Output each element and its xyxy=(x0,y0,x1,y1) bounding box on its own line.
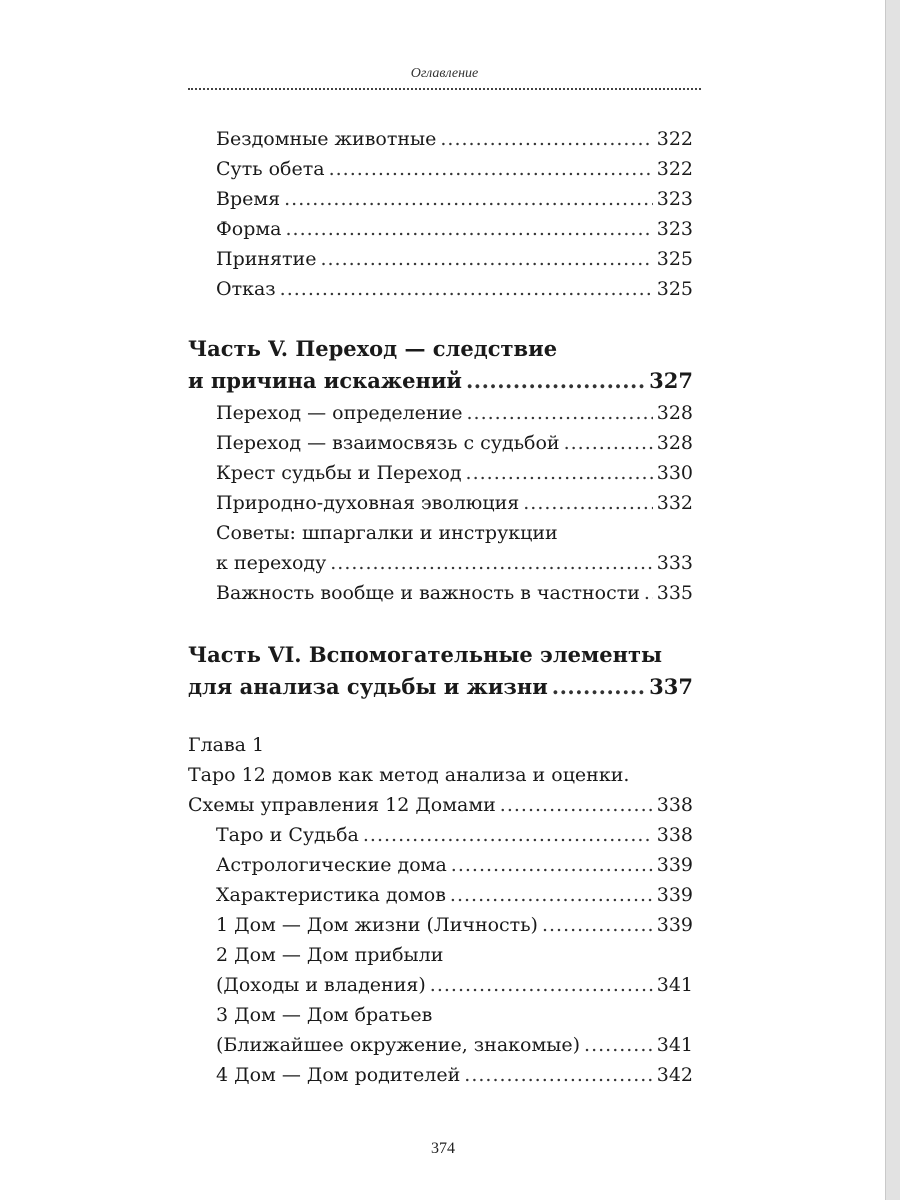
dot-leader xyxy=(500,794,653,816)
toc-entry[interactable] xyxy=(216,522,693,544)
toc-entry-title: Таро и Судьба xyxy=(216,824,359,846)
toc-entry-page: 325 xyxy=(656,248,693,270)
toc-entry[interactable] xyxy=(216,1064,693,1086)
chapter-title-line1: Таро 12 домов как метод анализа и оценки. xyxy=(188,764,630,786)
toc-entry-title: Переход — взаимосвязь с судьбой xyxy=(216,432,560,454)
toc-entry-page: 322 xyxy=(656,128,693,150)
part-title-line1: Часть VI. Вспомогательные элементы xyxy=(188,642,663,667)
toc-entry[interactable] xyxy=(216,188,693,210)
toc-entry-title: Отказ xyxy=(216,278,276,300)
dot-leader xyxy=(363,824,653,846)
toc-entry-title: Крест судьбы и Переход xyxy=(216,462,462,484)
dot-leader xyxy=(284,188,653,210)
toc-entry-page: 332 xyxy=(656,492,693,514)
toc-entry[interactable] xyxy=(216,128,693,150)
toc-entry-title: (Ближайшее окружение, знакомые) xyxy=(216,1034,581,1056)
part-heading[interactable] xyxy=(188,642,693,667)
toc-entry[interactable] xyxy=(216,462,693,484)
dot-leader xyxy=(280,278,653,300)
toc-entry-title: 4 Дом — Дом родителей xyxy=(216,1064,461,1086)
toc-entry-title: Время xyxy=(216,188,281,210)
dot-leader xyxy=(466,462,653,484)
toc-entry-page: 338 xyxy=(656,824,693,846)
chapter-title[interactable] xyxy=(188,764,693,786)
dot-leader xyxy=(451,854,653,876)
toc-entry-page: 322 xyxy=(656,158,693,180)
toc-entry-page: 342 xyxy=(656,1064,693,1086)
toc-entry[interactable] xyxy=(216,402,693,424)
part-heading-continuation[interactable] xyxy=(188,674,693,699)
dot-leader xyxy=(464,1064,652,1086)
toc-entry-title: 1 Дом — Дом жизни (Личность) xyxy=(216,914,538,936)
dot-leader xyxy=(430,974,653,996)
toc-entry-continuation[interactable] xyxy=(216,1034,693,1056)
dot-leader xyxy=(542,914,653,936)
toc-entry[interactable] xyxy=(216,944,693,966)
dot-leader xyxy=(320,248,652,270)
toc-entry-page: 330 xyxy=(656,462,693,484)
toc-entry-title: Суть обета xyxy=(216,158,325,180)
toc-entry-page: 335 xyxy=(656,582,693,604)
dot-leader xyxy=(644,582,653,604)
toc-entry-page: 328 xyxy=(656,402,693,424)
toc-entry-title: к переходу xyxy=(216,552,327,574)
part-title-line2: и причина искажений xyxy=(188,368,462,393)
toc-entry-page: 328 xyxy=(656,432,693,454)
toc-entry-title: 3 Дом — Дом братьев xyxy=(216,1004,433,1026)
toc-entry-title: Советы: шпаргалки и инструкции xyxy=(216,522,558,544)
toc-entry-title: (Доходы и владения) xyxy=(216,974,426,996)
dot-leader xyxy=(285,218,652,240)
toc-entry[interactable] xyxy=(216,492,693,514)
dot-leader xyxy=(466,368,645,393)
toc-entry-page: 323 xyxy=(656,188,693,210)
toc-entry[interactable] xyxy=(216,582,693,604)
toc-entry-page: 325 xyxy=(656,278,693,300)
part-title-line1: Часть V. Переход — следствие xyxy=(188,336,558,361)
toc-entry-page: 339 xyxy=(656,884,693,906)
toc-entry-title: Переход — определение xyxy=(216,402,463,424)
dot-leader xyxy=(467,402,653,424)
dot-leader xyxy=(564,432,653,454)
toc-entry[interactable] xyxy=(216,158,693,180)
part-heading-continuation[interactable] xyxy=(188,368,693,393)
toc-entry-continuation[interactable] xyxy=(216,974,693,996)
toc-entry[interactable] xyxy=(216,854,693,876)
toc-entry[interactable] xyxy=(216,248,693,270)
toc-entry[interactable] xyxy=(216,884,693,906)
toc-entry-page: 341 xyxy=(656,974,693,996)
part-title-line2: для анализа судьбы и жизни xyxy=(188,674,548,699)
toc-entry[interactable] xyxy=(216,1004,693,1026)
page-edge xyxy=(885,0,900,1200)
part-page: 327 xyxy=(649,368,693,393)
toc-entry[interactable] xyxy=(216,278,693,300)
toc-entry-continuation[interactable] xyxy=(216,552,693,574)
toc-entry[interactable] xyxy=(216,824,693,846)
toc-entry-title: Важность вообще и важность в частности xyxy=(216,582,640,604)
dot-leader xyxy=(330,552,652,574)
toc-entry-page: 341 xyxy=(656,1034,693,1056)
toc-entry-title: 2 Дом — Дом прибыли xyxy=(216,944,444,966)
toc-entry-page: 339 xyxy=(656,914,693,936)
dot-leader xyxy=(450,884,653,906)
toc-entry-title: Бездомные животные xyxy=(216,128,437,150)
toc-entry-page: 323 xyxy=(656,218,693,240)
part-heading[interactable] xyxy=(188,336,693,361)
toc-entry-title: Характеристика домов xyxy=(216,884,446,906)
dot-leader xyxy=(552,674,645,699)
toc-entry-title: Природно-духовная эволюция xyxy=(216,492,520,514)
dot-leader xyxy=(440,128,652,150)
toc-entry[interactable] xyxy=(216,218,693,240)
toc-entry-page: 339 xyxy=(656,854,693,876)
toc-entry-title: Принятие xyxy=(216,248,317,270)
toc-entry[interactable] xyxy=(216,914,693,936)
chapter-label-text: Глава 1 xyxy=(188,734,265,756)
chapter-title-continuation[interactable] xyxy=(188,794,693,816)
dot-leader xyxy=(523,492,653,514)
toc-entry-title: Астрологические дома xyxy=(216,854,447,876)
chapter-title-line2: Схемы управления 12 Домами xyxy=(188,794,496,816)
toc-entry-title: Форма xyxy=(216,218,282,240)
page-number: 374 xyxy=(431,1140,455,1157)
toc-entry[interactable] xyxy=(216,432,693,454)
running-header: Оглавление xyxy=(410,66,479,81)
dot-leader xyxy=(584,1034,653,1056)
chapter-page: 338 xyxy=(656,794,693,816)
toc-entry-page: 333 xyxy=(656,552,693,574)
part-page: 337 xyxy=(649,674,693,699)
dot-leader xyxy=(329,158,653,180)
chapter-label xyxy=(188,734,693,756)
header-dotted-rule xyxy=(188,88,701,90)
